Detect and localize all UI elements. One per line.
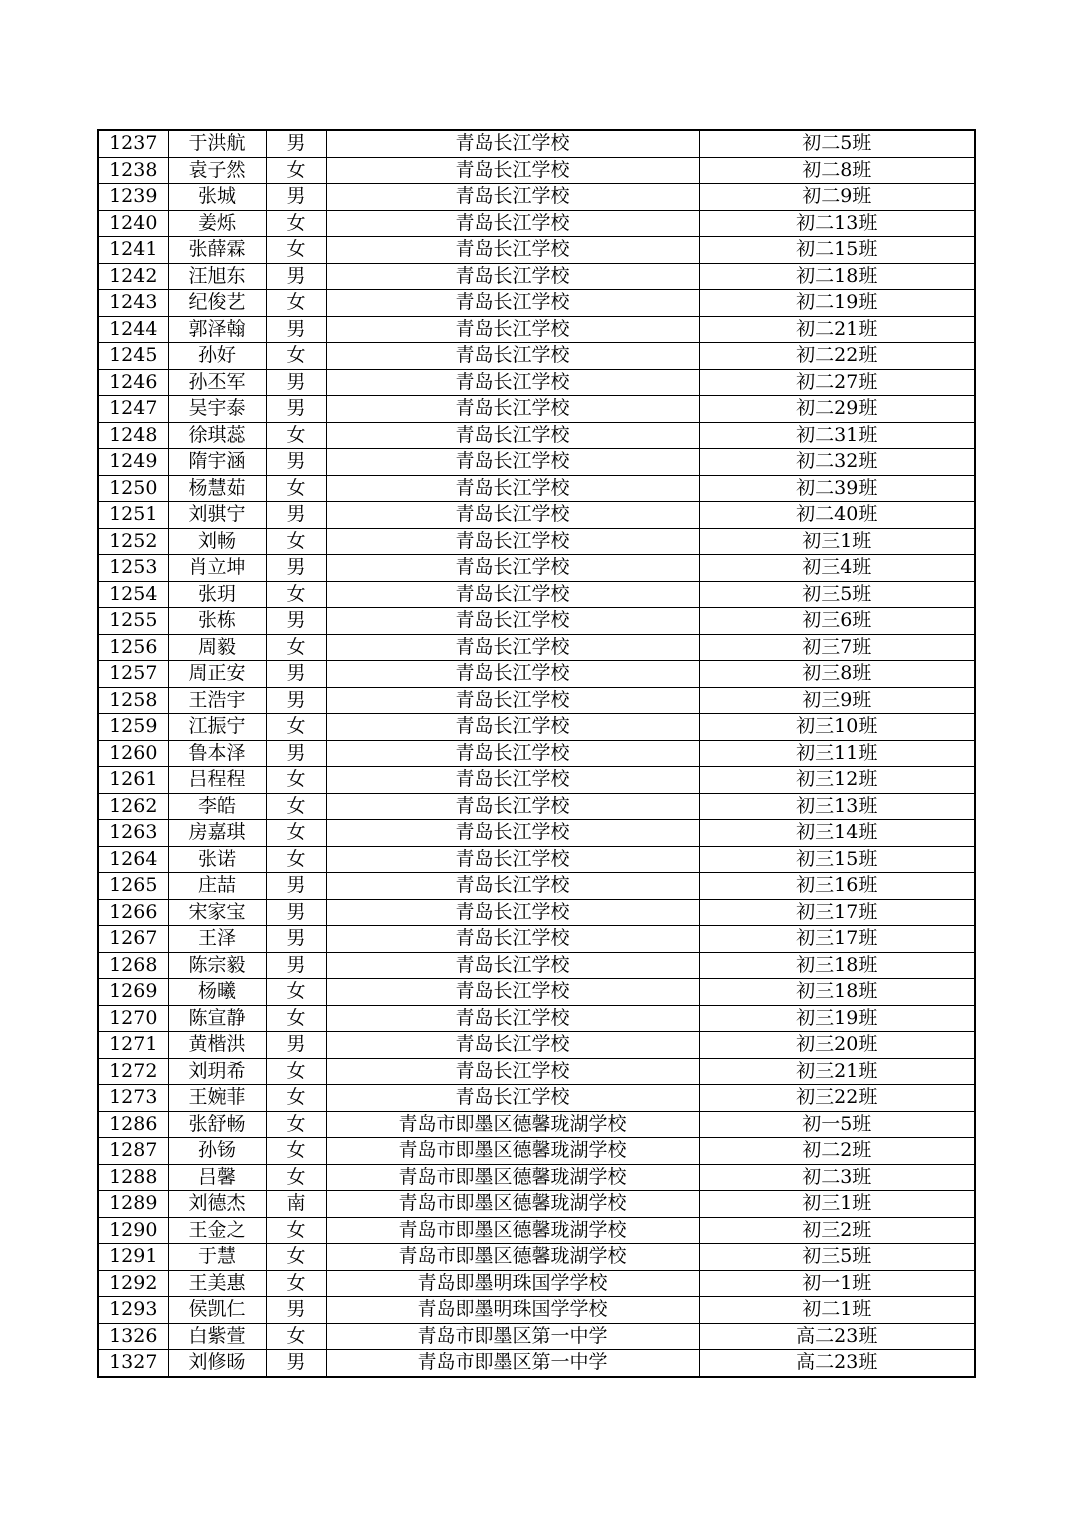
id-cell: 1269 (98, 979, 168, 1006)
school-cell: 青岛长江学校 (326, 846, 699, 873)
gender-cell: 女 (266, 820, 326, 847)
id-cell: 1254 (98, 581, 168, 608)
class-cell: 初二21班 (699, 316, 975, 343)
class-cell: 初三18班 (699, 952, 975, 979)
id-cell: 1249 (98, 449, 168, 476)
table-row (98, 873, 975, 900)
table-row (98, 979, 975, 1006)
class-cell: 初二32班 (699, 449, 975, 476)
class-cell: 初二13班 (699, 210, 975, 237)
gender-cell: 女 (266, 1005, 326, 1032)
school-cell: 青岛即墨明珠国学学校 (326, 1297, 699, 1324)
class-cell: 初三19班 (699, 1005, 975, 1032)
name-cell: 于洪航 (168, 130, 266, 157)
gender-cell: 女 (266, 1217, 326, 1244)
id-cell: 1260 (98, 740, 168, 767)
name-cell: 陈宗毅 (168, 952, 266, 979)
school-cell: 青岛长江学校 (326, 1032, 699, 1059)
gender-cell: 男 (266, 184, 326, 211)
school-cell: 青岛长江学校 (326, 714, 699, 741)
table-row (98, 369, 975, 396)
school-cell: 青岛长江学校 (326, 316, 699, 343)
gender-cell: 男 (266, 873, 326, 900)
name-cell: 李皓 (168, 793, 266, 820)
id-cell: 1248 (98, 422, 168, 449)
name-cell: 王泽 (168, 926, 266, 953)
table-row (98, 952, 975, 979)
school-cell: 青岛长江学校 (326, 1085, 699, 1112)
name-cell: 鲁本泽 (168, 740, 266, 767)
class-cell: 初三22班 (699, 1085, 975, 1112)
table-row (98, 237, 975, 264)
id-cell: 1259 (98, 714, 168, 741)
gender-cell: 男 (266, 1350, 326, 1377)
school-cell: 青岛长江学校 (326, 555, 699, 582)
gender-cell: 女 (266, 1323, 326, 1350)
class-cell: 初三21班 (699, 1058, 975, 1085)
table-row (98, 263, 975, 290)
gender-cell: 男 (266, 740, 326, 767)
gender-cell: 女 (266, 581, 326, 608)
id-cell: 1245 (98, 343, 168, 370)
gender-cell: 南 (266, 1191, 326, 1218)
gender-cell: 男 (266, 899, 326, 926)
gender-cell: 女 (266, 1270, 326, 1297)
table-row (98, 1111, 975, 1138)
id-cell: 1263 (98, 820, 168, 847)
school-cell: 青岛即墨明珠国学学校 (326, 1270, 699, 1297)
name-cell: 房嘉琪 (168, 820, 266, 847)
id-cell: 1252 (98, 528, 168, 555)
name-cell: 张薛霖 (168, 237, 266, 264)
table-row (98, 1164, 975, 1191)
id-cell: 1292 (98, 1270, 168, 1297)
id-cell: 1271 (98, 1032, 168, 1059)
gender-cell: 女 (266, 528, 326, 555)
id-cell: 1290 (98, 1217, 168, 1244)
class-cell: 初三15班 (699, 846, 975, 873)
table-row (98, 1032, 975, 1059)
school-cell: 青岛长江学校 (326, 263, 699, 290)
table-row (98, 210, 975, 237)
name-cell: 肖立坤 (168, 555, 266, 582)
class-cell: 初三8班 (699, 661, 975, 688)
class-cell: 初二18班 (699, 263, 975, 290)
class-cell: 高二23班 (699, 1323, 975, 1350)
table-row (98, 1323, 975, 1350)
gender-cell: 男 (266, 661, 326, 688)
gender-cell: 男 (266, 952, 326, 979)
id-cell: 1267 (98, 926, 168, 953)
school-cell: 青岛长江学校 (326, 687, 699, 714)
id-cell: 1243 (98, 290, 168, 317)
school-cell: 青岛长江学校 (326, 767, 699, 794)
table-row (98, 1244, 975, 1271)
id-cell: 1326 (98, 1323, 168, 1350)
class-cell: 初三5班 (699, 581, 975, 608)
name-cell: 孙丕军 (168, 369, 266, 396)
id-cell: 1244 (98, 316, 168, 343)
class-cell: 初三16班 (699, 873, 975, 900)
gender-cell: 女 (266, 1138, 326, 1165)
gender-cell: 男 (266, 1297, 326, 1324)
school-cell: 青岛长江学校 (326, 899, 699, 926)
gender-cell: 男 (266, 316, 326, 343)
name-cell: 纪俊艺 (168, 290, 266, 317)
class-cell: 初三12班 (699, 767, 975, 794)
class-cell: 初三4班 (699, 555, 975, 582)
table-row (98, 290, 975, 317)
class-cell: 初三17班 (699, 899, 975, 926)
gender-cell: 女 (266, 846, 326, 873)
table-row (98, 634, 975, 661)
school-cell: 青岛长江学校 (326, 740, 699, 767)
gender-cell: 男 (266, 449, 326, 476)
name-cell: 汪旭东 (168, 263, 266, 290)
class-cell: 初三6班 (699, 608, 975, 635)
class-cell: 初三14班 (699, 820, 975, 847)
id-cell: 1253 (98, 555, 168, 582)
school-cell: 青岛长江学校 (326, 210, 699, 237)
id-cell: 1287 (98, 1138, 168, 1165)
school-cell: 青岛长江学校 (326, 581, 699, 608)
name-cell: 张城 (168, 184, 266, 211)
name-cell: 张玥 (168, 581, 266, 608)
gender-cell: 女 (266, 1164, 326, 1191)
class-cell: 初三18班 (699, 979, 975, 1006)
id-cell: 1327 (98, 1350, 168, 1377)
name-cell: 张诺 (168, 846, 266, 873)
table-row (98, 555, 975, 582)
table-row (98, 1191, 975, 1218)
name-cell: 徐琪蕊 (168, 422, 266, 449)
name-cell: 吕程程 (168, 767, 266, 794)
class-cell: 初二3班 (699, 1164, 975, 1191)
gender-cell: 男 (266, 502, 326, 529)
class-cell: 初三17班 (699, 926, 975, 953)
class-cell: 初一1班 (699, 1270, 975, 1297)
school-cell: 青岛长江学校 (326, 820, 699, 847)
table-row (98, 1058, 975, 1085)
table-row (98, 820, 975, 847)
table-row (98, 1085, 975, 1112)
school-cell: 青岛市即墨区德馨珑湖学校 (326, 1244, 699, 1271)
gender-cell: 女 (266, 237, 326, 264)
gender-cell: 女 (266, 767, 326, 794)
gender-cell: 男 (266, 687, 326, 714)
school-cell: 青岛市即墨区德馨珑湖学校 (326, 1191, 699, 1218)
gender-cell: 女 (266, 475, 326, 502)
name-cell: 刘玥希 (168, 1058, 266, 1085)
gender-cell: 女 (266, 979, 326, 1006)
class-cell: 初三1班 (699, 528, 975, 555)
class-cell: 初二9班 (699, 184, 975, 211)
gender-cell: 男 (266, 263, 326, 290)
name-cell: 杨慧茹 (168, 475, 266, 502)
name-cell: 郭泽翰 (168, 316, 266, 343)
id-cell: 1261 (98, 767, 168, 794)
id-cell: 1272 (98, 1058, 168, 1085)
class-cell: 初三11班 (699, 740, 975, 767)
id-cell: 1258 (98, 687, 168, 714)
name-cell: 宋家宝 (168, 899, 266, 926)
id-cell: 1268 (98, 952, 168, 979)
name-cell: 周毅 (168, 634, 266, 661)
name-cell: 庄喆 (168, 873, 266, 900)
table-row (98, 687, 975, 714)
id-cell: 1237 (98, 130, 168, 157)
name-cell: 孙好 (168, 343, 266, 370)
id-cell: 1256 (98, 634, 168, 661)
school-cell: 青岛长江学校 (326, 502, 699, 529)
gender-cell: 女 (266, 793, 326, 820)
name-cell: 孙钖 (168, 1138, 266, 1165)
table-row (98, 740, 975, 767)
school-cell: 青岛长江学校 (326, 237, 699, 264)
gender-cell: 女 (266, 1244, 326, 1271)
table-row (98, 422, 975, 449)
table-row (98, 926, 975, 953)
name-cell: 张舒畅 (168, 1111, 266, 1138)
school-cell: 青岛市即墨区第一中学 (326, 1323, 699, 1350)
school-cell: 青岛市即墨区第一中学 (326, 1350, 699, 1377)
id-cell: 1286 (98, 1111, 168, 1138)
id-cell: 1250 (98, 475, 168, 502)
school-cell: 青岛长江学校 (326, 1058, 699, 1085)
id-cell: 1288 (98, 1164, 168, 1191)
name-cell: 黄楷洪 (168, 1032, 266, 1059)
gender-cell: 女 (266, 1058, 326, 1085)
class-cell: 初二15班 (699, 237, 975, 264)
school-cell: 青岛长江学校 (326, 1005, 699, 1032)
table-row (98, 316, 975, 343)
name-cell: 吕馨 (168, 1164, 266, 1191)
school-cell: 青岛市即墨区德馨珑湖学校 (326, 1111, 699, 1138)
table-row (98, 1297, 975, 1324)
class-cell: 初三1班 (699, 1191, 975, 1218)
table-row (98, 528, 975, 555)
class-cell: 初二2班 (699, 1138, 975, 1165)
gender-cell: 女 (266, 210, 326, 237)
student-table (97, 129, 976, 1378)
name-cell: 白紫萱 (168, 1323, 266, 1350)
name-cell: 张栋 (168, 608, 266, 635)
gender-cell: 女 (266, 1111, 326, 1138)
table-row (98, 899, 975, 926)
id-cell: 1242 (98, 263, 168, 290)
id-cell: 1289 (98, 1191, 168, 1218)
id-cell: 1270 (98, 1005, 168, 1032)
table-row (98, 1138, 975, 1165)
class-cell: 初二29班 (699, 396, 975, 423)
class-cell: 初二8班 (699, 157, 975, 184)
id-cell: 1265 (98, 873, 168, 900)
class-cell: 初二40班 (699, 502, 975, 529)
id-cell: 1291 (98, 1244, 168, 1271)
school-cell: 青岛长江学校 (326, 528, 699, 555)
school-cell: 青岛长江学校 (326, 130, 699, 157)
id-cell: 1257 (98, 661, 168, 688)
class-cell: 初三20班 (699, 1032, 975, 1059)
id-cell: 1240 (98, 210, 168, 237)
table-row (98, 130, 975, 157)
class-cell: 初三10班 (699, 714, 975, 741)
gender-cell: 女 (266, 343, 326, 370)
gender-cell: 男 (266, 608, 326, 635)
class-cell: 初一5班 (699, 1111, 975, 1138)
id-cell: 1262 (98, 793, 168, 820)
gender-cell: 女 (266, 634, 326, 661)
id-cell: 1238 (98, 157, 168, 184)
school-cell: 青岛长江学校 (326, 873, 699, 900)
school-cell: 青岛长江学校 (326, 369, 699, 396)
table-row (98, 343, 975, 370)
id-cell: 1241 (98, 237, 168, 264)
id-cell: 1273 (98, 1085, 168, 1112)
name-cell: 江振宁 (168, 714, 266, 741)
school-cell: 青岛市即墨区德馨珑湖学校 (326, 1138, 699, 1165)
id-cell: 1239 (98, 184, 168, 211)
id-cell: 1247 (98, 396, 168, 423)
school-cell: 青岛长江学校 (326, 608, 699, 635)
table-row (98, 396, 975, 423)
class-cell: 初二19班 (699, 290, 975, 317)
name-cell: 于慧 (168, 1244, 266, 1271)
class-cell: 初二5班 (699, 130, 975, 157)
class-cell: 高二23班 (699, 1350, 975, 1377)
id-cell: 1293 (98, 1297, 168, 1324)
table-row (98, 793, 975, 820)
id-cell: 1255 (98, 608, 168, 635)
gender-cell: 女 (266, 157, 326, 184)
gender-cell: 女 (266, 422, 326, 449)
school-cell: 青岛长江学校 (326, 343, 699, 370)
school-cell: 青岛市即墨区德馨珑湖学校 (326, 1217, 699, 1244)
school-cell: 青岛长江学校 (326, 793, 699, 820)
name-cell: 王美惠 (168, 1270, 266, 1297)
table-row (98, 449, 975, 476)
school-cell: 青岛长江学校 (326, 634, 699, 661)
name-cell: 吴宇泰 (168, 396, 266, 423)
name-cell: 王金之 (168, 1217, 266, 1244)
name-cell: 刘修旸 (168, 1350, 266, 1377)
school-cell: 青岛长江学校 (326, 979, 699, 1006)
gender-cell: 男 (266, 1032, 326, 1059)
name-cell: 刘畅 (168, 528, 266, 555)
gender-cell: 男 (266, 926, 326, 953)
school-cell: 青岛长江学校 (326, 396, 699, 423)
id-cell: 1266 (98, 899, 168, 926)
name-cell: 杨曦 (168, 979, 266, 1006)
gender-cell: 女 (266, 290, 326, 317)
school-cell: 青岛长江学校 (326, 157, 699, 184)
id-cell: 1264 (98, 846, 168, 873)
name-cell: 袁子然 (168, 157, 266, 184)
table-row (98, 714, 975, 741)
name-cell: 隋宇涵 (168, 449, 266, 476)
school-cell: 青岛长江学校 (326, 926, 699, 953)
gender-cell: 男 (266, 369, 326, 396)
school-cell: 青岛市即墨区德馨珑湖学校 (326, 1164, 699, 1191)
class-cell: 初二27班 (699, 369, 975, 396)
table-row (98, 502, 975, 529)
class-cell: 初三5班 (699, 1244, 975, 1271)
class-cell: 初三13班 (699, 793, 975, 820)
table-row (98, 581, 975, 608)
gender-cell: 男 (266, 130, 326, 157)
table-row (98, 661, 975, 688)
class-cell: 初二1班 (699, 1297, 975, 1324)
table-row (98, 1350, 975, 1377)
table-row (98, 1005, 975, 1032)
class-cell: 初二39班 (699, 475, 975, 502)
table-row (98, 1217, 975, 1244)
table-row (98, 475, 975, 502)
name-cell: 姜烁 (168, 210, 266, 237)
table-row (98, 157, 975, 184)
school-cell: 青岛长江学校 (326, 475, 699, 502)
class-cell: 初三7班 (699, 634, 975, 661)
school-cell: 青岛长江学校 (326, 952, 699, 979)
school-cell: 青岛长江学校 (326, 184, 699, 211)
table-row (98, 184, 975, 211)
name-cell: 侯凯仁 (168, 1297, 266, 1324)
table-row (98, 767, 975, 794)
class-cell: 初二31班 (699, 422, 975, 449)
gender-cell: 男 (266, 396, 326, 423)
gender-cell: 女 (266, 714, 326, 741)
student-table-body (98, 130, 975, 1377)
name-cell: 周正安 (168, 661, 266, 688)
name-cell: 刘骐宁 (168, 502, 266, 529)
class-cell: 初三2班 (699, 1217, 975, 1244)
name-cell: 陈宣静 (168, 1005, 266, 1032)
name-cell: 王婉菲 (168, 1085, 266, 1112)
name-cell: 刘德杰 (168, 1191, 266, 1218)
school-cell: 青岛长江学校 (326, 290, 699, 317)
id-cell: 1246 (98, 369, 168, 396)
name-cell: 王浩宇 (168, 687, 266, 714)
gender-cell: 男 (266, 555, 326, 582)
table-row (98, 1270, 975, 1297)
school-cell: 青岛长江学校 (326, 661, 699, 688)
gender-cell: 女 (266, 1085, 326, 1112)
table-row (98, 608, 975, 635)
id-cell: 1251 (98, 502, 168, 529)
school-cell: 青岛长江学校 (326, 449, 699, 476)
table-row (98, 846, 975, 873)
school-cell: 青岛长江学校 (326, 422, 699, 449)
class-cell: 初二22班 (699, 343, 975, 370)
class-cell: 初三9班 (699, 687, 975, 714)
